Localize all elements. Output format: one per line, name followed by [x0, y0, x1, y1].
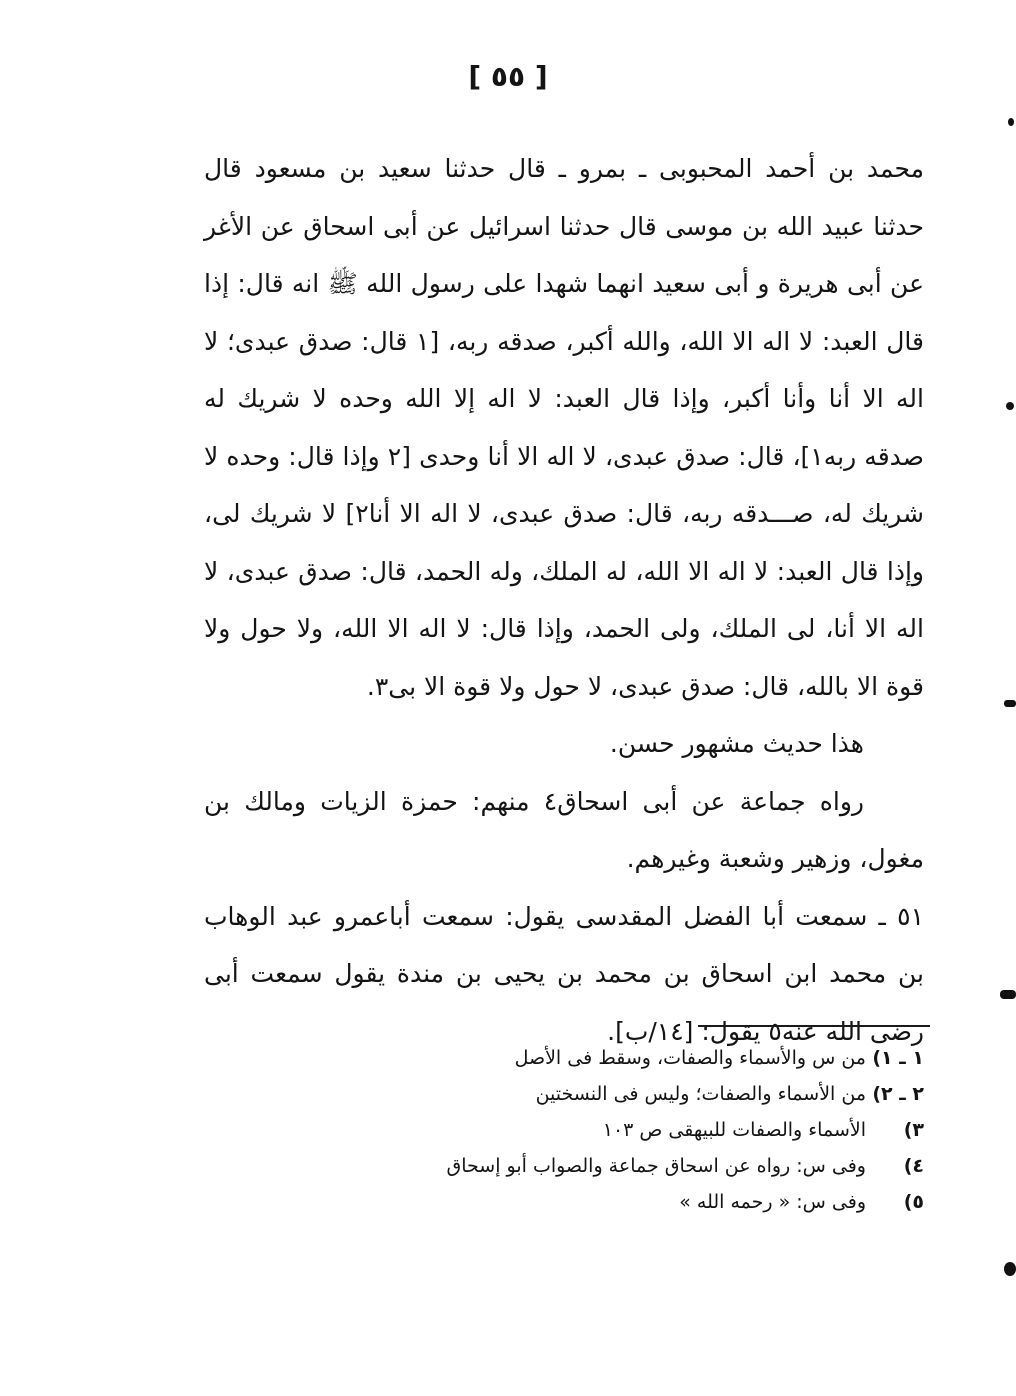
footnote-text: من الأسماء والصفات؛ وليس فى النسختين — [535, 1083, 866, 1105]
footnote-item — [324, 1040, 924, 1076]
scan-mark — [1006, 402, 1014, 410]
scan-mark — [1004, 1262, 1016, 1276]
scan-mark — [1008, 118, 1014, 126]
footnote-item — [324, 1148, 924, 1184]
footnote-number: ١ ـ ١) — [872, 1047, 924, 1069]
grading-paragraph: هذا حديث مشهور حسن. — [609, 729, 864, 758]
narrators-paragraph: رواه جماعة عن أبى اسحاق٤ منهم: حمزة الزيات ومالك بن مغول، وزهير وشعبة وغيرهم. — [204, 786, 924, 873]
footnote-text: الأسماء والصفات للبيهقى ص ١٠٣ — [602, 1119, 866, 1141]
footnote-number: ٢ ـ ٢) — [872, 1083, 924, 1105]
footnote-text: وفى س: « رحمه الله » — [679, 1191, 866, 1213]
footnote-item — [324, 1184, 924, 1220]
numbered-paragraph-51: ٥١ ـ سمعت أبا الفضل المقدسى يقول: سمعت أباعمرو عبد الوهاب بن محمد ابن اسحاق بن محمد بن يحيى بن مندة يقول سمعت أبى رضى الله عنه٥ يقول: [١٤/ب]. — [204, 901, 924, 1046]
footnote-number: ٥) — [903, 1191, 924, 1213]
footnote-text: من س والأسماء والصفات، وسقط فى الأصل — [514, 1047, 866, 1069]
footnote-text: وفى س: رواه عن اسحاق جماعة والصواب أبو إسحاق — [446, 1155, 866, 1177]
footnote-item — [324, 1112, 924, 1148]
footnote-number: ٣) — [903, 1119, 924, 1141]
hadith-paragraph: محمد بن أحمد المحبوبى ـ بمرو ـ قال حدثنا سعيد بن مسعود قال حدثنا عبيد الله بن موسى قال حدثنا اسرائيل عن أبى اسحاق عن الأغر عن أبى هريرة و أبى سعيد انهما شهدا على رسول الله ﷺ انه قال: إذا قال العبد: لا اله الا الله، والله أكبر، صدقه ربه، [١ قال: صدق عبدى؛ لا اله الا أنا وأنا أكبر، وإذا قال العبد: لا اله إلا الله وحده لا شريك له صدقه ربه١]، قال: صدق عبدى، لا اله الا أنا وحدى [٢ وإذا قال: وحده لا شريك له، صـــدقه ربه، قال: صدق عبدى، لا اله الا أنا٢] لا شريك لى، وإذا قال العبد: لا اله الا الله، له الملك، وله الحمد، قال: صدق عبدى، لا اله الا أنا، لى الملك، ولى الحمد، وإذا قال: لا اله الا الله، ولا حول ولا قوة الا بالله، قال: صدق عبدى، لا حول ولا قوة الا بى٣. — [204, 154, 925, 701]
scan-mark — [1004, 700, 1016, 707]
footnote-divider — [698, 1025, 930, 1027]
main-text — [204, 140, 924, 1060]
footnote-number: ٤) — [903, 1155, 924, 1177]
page-number: [ ٥٥ ] — [468, 60, 548, 93]
footnote-item — [324, 1076, 924, 1112]
scan-mark — [1000, 990, 1016, 999]
footnotes-list — [324, 1040, 924, 1220]
